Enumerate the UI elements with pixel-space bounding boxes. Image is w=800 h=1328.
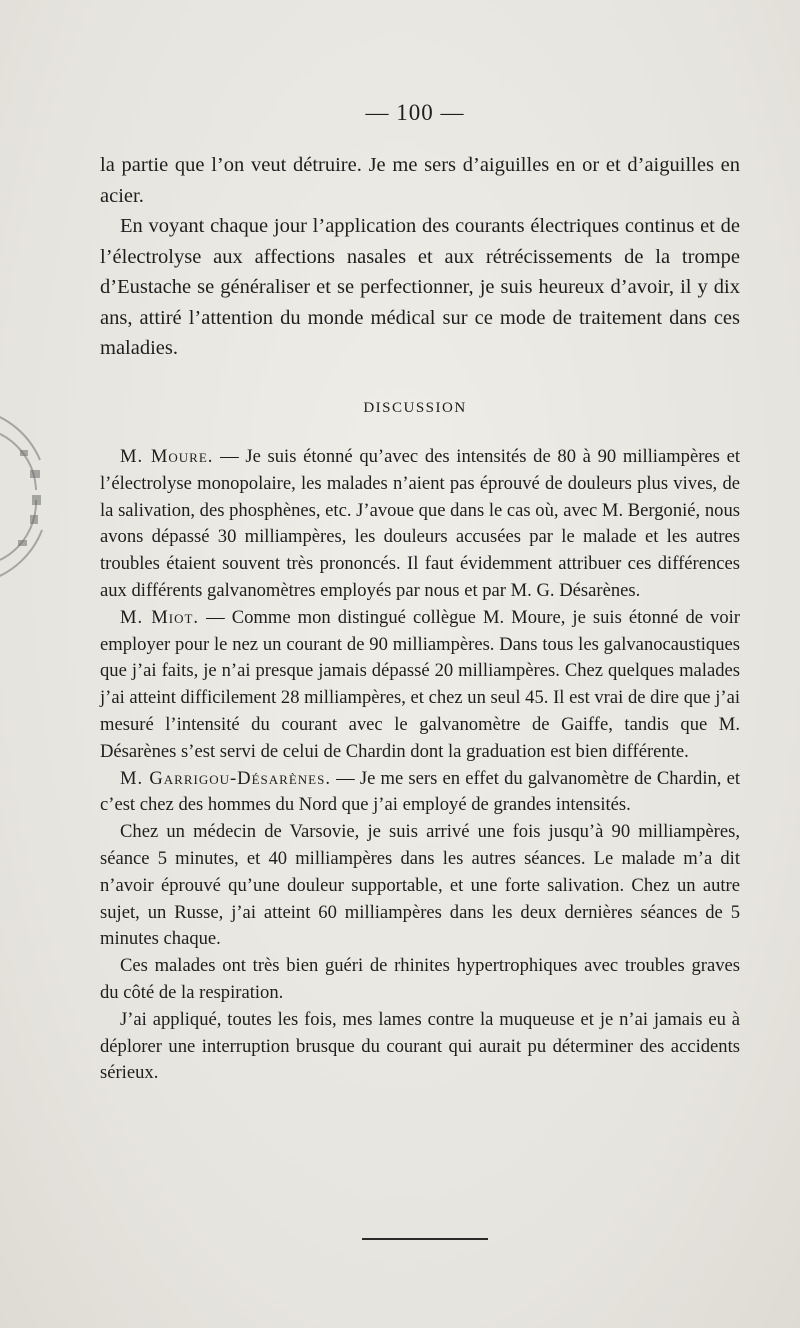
discussion-paragraph xyxy=(100,766,740,820)
paragraph-text: J’ai appliqué, toutes les fois, mes lames contre la muqueuse et je n’ai jamais eu à déplorer une interruption brusque du courant qui aurait pu déterminer des accidents sérieux. xyxy=(100,1008,740,1084)
end-rule xyxy=(362,1238,488,1240)
intro-text xyxy=(100,150,740,364)
speaker-name: M. Miot. xyxy=(120,606,200,628)
discussion-paragraph xyxy=(100,605,740,766)
discussion-paragraph xyxy=(100,1007,740,1087)
paragraph-text: — Comme mon distingué collègue M. Moure, je suis étonné de voir employer pour le nez un courant de 90 milliampères. Dans tous les galvanocaustiques que j’ai faits, je n’ai presque jamais dépassé 20 milliampères. Chez quelques malades j’ai atteint difficilement 28 milliampères, et chez un seul 45. Il est vrai de dire que j’ai mesuré l’intensité du courant avec le galvanomètre de Gaiffe, tandis que M. Désarènes s’est servi de celui de Chardin dont la graduation est bien différente. xyxy=(100,606,740,762)
speaker-name: M. Garrigou-Désarènes. xyxy=(120,767,331,789)
paragraph-text: Ces malades ont très bien guéri de rhinites hypertrophiques avec troubles graves du côté de la respiration. xyxy=(100,955,740,1003)
paragraph-text: — Je me sers en effet du galvanomètre de Chardin, et c’est chez des hommes du Nord que j’ai employé de grandes intensités. xyxy=(100,767,741,816)
discussion-text xyxy=(100,444,740,1087)
library-stamp-icon xyxy=(0,390,60,590)
paragraph-text: Chez un médecin de Varsovie, je suis arrivé une fois jusqu’à 90 milliampères, séance 5 minutes, et 40 milliampères dans les autres séances. Le malade m’a dit n’avoir éprouvé qu’une douleur supportable, et une forte salivation. Chez un autre sujet, un Russe, j’ai atteint 60 milliampères dans les deux dernières séances de 5 minutes chaque. xyxy=(100,821,740,950)
page-number: — 100 — xyxy=(365,100,465,125)
section-heading: DISCUSSION xyxy=(363,400,467,416)
discussion-paragraph xyxy=(100,819,740,953)
intro-paragraph-1: la partie que l’on veut détruire. Je me sers d’aiguilles en or et d’aiguilles en acier. xyxy=(100,154,740,207)
discussion-paragraph xyxy=(100,953,740,1007)
speaker-name: M. Moure. xyxy=(120,446,214,467)
discussion-paragraph xyxy=(100,444,740,605)
paragraph-text: — Je suis étonné qu’avec des intensités de 80 à 90 milliampères et l’électrolyse monopolaire, les malades n’aient pas éprouvé de douleurs plus vives, de la salivation, des phosphènes, etc. J’avoue que dans le cas où, avec M. Bergonié, nous avons dépassé 30 milliampères, les douleurs accusées par le malade et les autres troubles étaient souvent très prononcés. Il faut évidemment attribuer ces différences aux différents galvanomètres employés par nous et par M. G. Désarènes. xyxy=(100,446,740,601)
intro-paragraph-2: En voyant chaque jour l’application des courants électriques continus et de l’électrolyse aux affections nasales et aux rétrécissements de la trompe d’Eustache se généraliser et se perfectionner, je suis heureux d’avoir, il y dix ans, attiré l’attention du monde médical sur ce mode de traitement dans ces maladies. xyxy=(100,215,740,359)
